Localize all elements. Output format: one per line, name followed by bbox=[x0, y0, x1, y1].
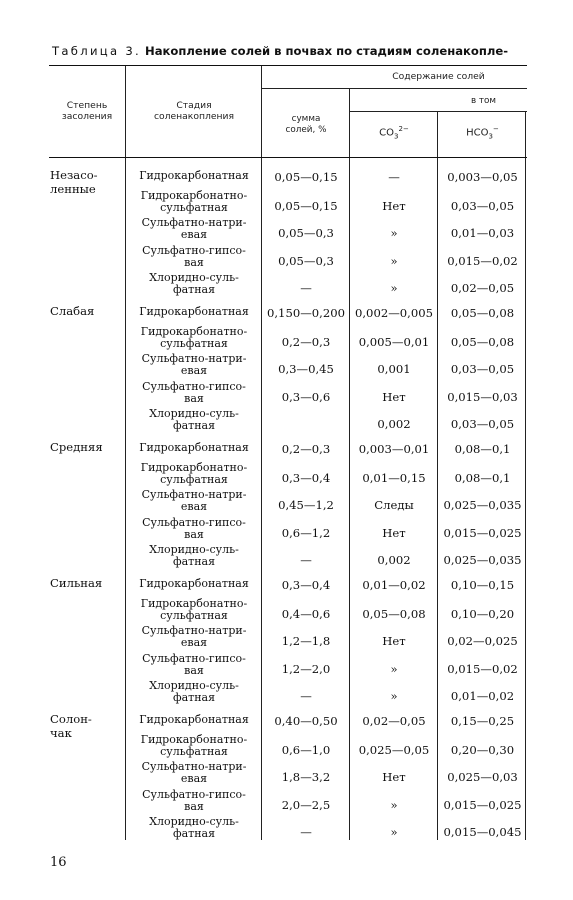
hco3-cell: 0,015—0,02 bbox=[447, 253, 518, 268]
stage-line: фатная bbox=[172, 282, 216, 296]
sum-cell: 1,2—1,8 bbox=[281, 634, 331, 649]
co3-cell: 0,002 bbox=[377, 552, 411, 567]
co3-cell: 0,01—0,15 bbox=[362, 471, 426, 486]
hco3-cell: 0,025—0,035 bbox=[443, 552, 522, 567]
stage-line: Гидрокарбонатная bbox=[139, 713, 249, 726]
hco3-cell: 0,01—0,03 bbox=[450, 226, 515, 241]
co3-cell: » bbox=[390, 824, 398, 839]
hco3-cell: 0,02—0,025 bbox=[447, 634, 518, 649]
table-caption: Накопление солей в почвах по стадиям соленакопле- bbox=[145, 44, 509, 58]
top-rule bbox=[49, 65, 527, 66]
header-sum-line2: солей, % bbox=[285, 125, 327, 135]
degree-label-line: Средняя bbox=[50, 440, 103, 454]
co3-cell: » bbox=[390, 226, 398, 241]
sum-cell: 0,05—0,3 bbox=[278, 253, 334, 268]
degree-label bbox=[50, 168, 116, 196]
stage-line: евая bbox=[180, 228, 208, 242]
stage-cell bbox=[126, 680, 262, 704]
co3-cell: » bbox=[390, 688, 398, 703]
co3-cell: » bbox=[390, 280, 398, 295]
stage-cell bbox=[126, 517, 262, 541]
header-sum-line1: сумма bbox=[291, 114, 321, 124]
stage-cell bbox=[126, 442, 262, 454]
co3-cell: Нет bbox=[382, 389, 406, 404]
stage-cell bbox=[126, 714, 262, 726]
hco3-cell: 0,15—0,25 bbox=[450, 714, 515, 728]
stage-line: Гидрокарбонатная bbox=[139, 577, 249, 590]
header-sum bbox=[262, 114, 350, 136]
hco3-cell: 0,01—0,02 bbox=[450, 688, 515, 703]
sum-cell: 1,2—2,0 bbox=[281, 661, 331, 676]
sum-cell: — bbox=[300, 688, 312, 703]
co3-cell: Нет bbox=[382, 525, 406, 540]
stage-line: Сульфатно-гипсо- bbox=[142, 651, 246, 665]
co3-cell: 0,01—0,02 bbox=[362, 578, 426, 592]
stage-line: вая bbox=[184, 391, 204, 405]
hco3-cell: 0,025—0,035 bbox=[443, 498, 522, 513]
stage-line: Сульфатно-натри- bbox=[141, 760, 247, 774]
stage-line: Гидрокарбонатно- bbox=[140, 325, 248, 339]
stage-line: фатная bbox=[172, 554, 216, 568]
header-co3-sup: 2− bbox=[398, 125, 409, 133]
hco3-cell: 0,015—0,025 bbox=[443, 797, 522, 812]
sum-cell: 0,3—0,6 bbox=[281, 389, 331, 404]
header-stage-line2: соленакопления bbox=[153, 111, 235, 122]
sum-cell: 0,4—0,6 bbox=[281, 607, 331, 622]
stage-cell bbox=[126, 816, 262, 840]
sum-cell: 0,6—1,2 bbox=[281, 525, 331, 540]
stage-line: евая bbox=[180, 500, 208, 514]
header-degree-line2: засоления bbox=[61, 111, 113, 122]
stage-line: Гидрокарбонатная bbox=[139, 169, 249, 182]
hco3-cell: 0,02—0,05 bbox=[450, 280, 515, 295]
stage-line: вая bbox=[184, 255, 204, 269]
sum-cell: 0,05—0,15 bbox=[274, 170, 338, 184]
stage-cell bbox=[126, 326, 262, 350]
degree-label-line: чак bbox=[50, 726, 72, 740]
co3-cell: 0,002—0,005 bbox=[355, 306, 433, 320]
hco3-cell: 0,003—0,05 bbox=[447, 170, 518, 184]
stage-line: Гидрокарбонатно- bbox=[140, 461, 248, 475]
stage-line: Сульфатно-натри- bbox=[141, 216, 247, 230]
stage-cell bbox=[126, 544, 262, 568]
hco3-cell: 0,05—0,08 bbox=[450, 306, 515, 320]
header-co3 bbox=[350, 124, 438, 142]
sum-cell: 0,40—0,50 bbox=[274, 714, 338, 728]
stage-line: евая bbox=[180, 772, 208, 786]
stage-line: Гидрокарбонатно- bbox=[140, 597, 248, 611]
sum-cell: — bbox=[300, 280, 312, 295]
stage-line: Сульфатно-натри- bbox=[141, 624, 247, 638]
stage-line: сульфатная bbox=[160, 609, 228, 623]
stage-cell bbox=[126, 625, 262, 649]
stage-line: Хлоридно-суль- bbox=[149, 406, 239, 420]
table-title bbox=[52, 44, 532, 58]
table-number: Таблица 3. bbox=[52, 44, 142, 58]
co3-cell: Нет bbox=[382, 199, 406, 214]
hco3-cell: 0,03—0,05 bbox=[450, 416, 515, 431]
stage-line: вая bbox=[184, 799, 204, 813]
sum-cell: 0,2—0,3 bbox=[281, 335, 331, 350]
co3-cell: » bbox=[390, 253, 398, 268]
stage-cell bbox=[126, 353, 262, 377]
header-hco3-sup: − bbox=[492, 125, 499, 133]
sum-cell: 0,05—0,15 bbox=[274, 199, 338, 214]
stage-cell bbox=[126, 734, 262, 758]
co3-cell: 0,025—0,05 bbox=[358, 743, 430, 758]
hco3-cell: 0,025—0,03 bbox=[447, 770, 518, 785]
sum-cell: 2,0—2,5 bbox=[281, 797, 331, 812]
stage-cell bbox=[126, 190, 262, 214]
sum-cell: 0,05—0,3 bbox=[278, 226, 334, 241]
hco3-cell: 0,08—0,1 bbox=[454, 471, 511, 486]
co3-cell: 0,002 bbox=[377, 416, 411, 431]
stage-cell bbox=[126, 761, 262, 785]
stage-line: Сульфатно-гипсо- bbox=[142, 243, 246, 257]
stage-line: Гидрокарбонатная bbox=[139, 305, 249, 318]
hco3-cell: 0,05—0,08 bbox=[450, 335, 515, 350]
stage-line: Хлоридно-суль- bbox=[149, 814, 239, 828]
header-bottom-rule bbox=[49, 157, 527, 158]
stage-cell bbox=[126, 462, 262, 486]
stage-cell bbox=[126, 598, 262, 622]
stage-line: Сульфатно-натри- bbox=[141, 352, 247, 366]
co3-cell: 0,05—0,08 bbox=[362, 607, 426, 622]
degree-label bbox=[50, 576, 116, 590]
header-stage-line1: Стадия bbox=[176, 100, 212, 111]
degree-label bbox=[50, 440, 116, 454]
co3-cell: 0,005—0,01 bbox=[358, 335, 430, 350]
stage-line: евая bbox=[180, 364, 208, 378]
degree-label bbox=[50, 304, 116, 318]
co3-cell: 0,001 bbox=[377, 362, 411, 377]
header-degree bbox=[50, 100, 124, 122]
sum-cell: 0,3—0,4 bbox=[281, 578, 331, 592]
stage-line: Сульфатно-гипсо- bbox=[142, 787, 246, 801]
co3-cell: » bbox=[390, 661, 398, 676]
stage-line: Сульфатно-гипсо- bbox=[142, 379, 246, 393]
degree-label-line: Незасо- bbox=[50, 168, 98, 182]
stage-line: вая bbox=[184, 527, 204, 541]
stage-cell bbox=[126, 306, 262, 318]
header-degree-line1: Степень bbox=[66, 100, 108, 111]
sum-cell: 0,150—0,200 bbox=[267, 306, 345, 320]
stage-line: сульфатная bbox=[160, 745, 228, 759]
stage-cell bbox=[126, 170, 262, 182]
stage-line: Хлоридно-суль- bbox=[149, 678, 239, 692]
stage-line: фатная bbox=[172, 690, 216, 704]
stage-line: Хлоридно-суль- bbox=[149, 542, 239, 556]
hco3-cell: 0,10—0,20 bbox=[450, 607, 515, 622]
header-co3-base: CO bbox=[379, 127, 395, 139]
header-divider-including bbox=[350, 111, 527, 112]
degree-label-line: Сильная bbox=[50, 576, 103, 590]
co3-cell: Следы bbox=[374, 498, 414, 513]
co3-cell: 0,02—0,05 bbox=[362, 714, 426, 728]
stage-cell bbox=[126, 578, 262, 590]
stage-cell bbox=[126, 217, 262, 241]
header-including: в том bbox=[470, 96, 497, 106]
hco3-cell: 0,015—0,03 bbox=[447, 389, 518, 404]
stage-line: фатная bbox=[172, 418, 216, 432]
stage-cell bbox=[126, 408, 262, 432]
stage-line: сульфатная bbox=[160, 473, 228, 487]
header-co3-sub: 3 bbox=[394, 132, 399, 141]
stage-line: Хлоридно-суль- bbox=[149, 270, 239, 284]
hco3-cell: 0,20—0,30 bbox=[450, 743, 515, 758]
stage-line: Гидрокарбонатная bbox=[139, 441, 249, 454]
degree-label-line: ленные bbox=[50, 182, 96, 196]
stage-line: сульфатная bbox=[160, 201, 228, 215]
header-hco3-base: HCO bbox=[466, 127, 489, 139]
co3-cell: » bbox=[390, 797, 398, 812]
stage-cell bbox=[126, 653, 262, 677]
hco3-cell: 0,015—0,045 bbox=[443, 824, 522, 839]
stage-cell bbox=[126, 245, 262, 269]
stage-line: Гидрокарбонатно- bbox=[140, 189, 248, 203]
hco3-cell: 0,015—0,02 bbox=[447, 661, 518, 676]
sum-cell: 0,45—1,2 bbox=[278, 498, 334, 513]
stage-cell bbox=[126, 272, 262, 296]
hco3-cell: 0,015—0,025 bbox=[443, 525, 522, 540]
header-divider-content bbox=[262, 88, 527, 89]
stage-line: Сульфатно-гипсо- bbox=[142, 515, 246, 529]
header-hco3 bbox=[438, 124, 527, 142]
sum-cell: — bbox=[300, 552, 312, 567]
co3-cell: Нет bbox=[382, 770, 406, 785]
hco3-cell: 0,08—0,1 bbox=[454, 442, 511, 456]
stage-cell bbox=[126, 489, 262, 513]
stage-line: вая bbox=[184, 663, 204, 677]
sum-cell: 0,3—0,4 bbox=[281, 471, 331, 486]
hco3-cell: 0,03—0,05 bbox=[450, 362, 515, 377]
hco3-cell: 0,03—0,05 bbox=[450, 199, 515, 214]
header-salts-content: Содержание солей bbox=[392, 71, 485, 82]
degree-label-line: Солон- bbox=[50, 712, 92, 726]
sum-cell: 1,8—3,2 bbox=[281, 770, 331, 785]
co3-cell: Нет bbox=[382, 634, 406, 649]
sum-cell: 0,6—1,0 bbox=[281, 743, 331, 758]
stage-line: фатная bbox=[172, 826, 216, 840]
stage-line: Сульфатно-натри- bbox=[141, 488, 247, 502]
header-stage bbox=[127, 100, 261, 122]
stage-cell bbox=[126, 789, 262, 813]
header-hco3-sub: 3 bbox=[488, 132, 493, 141]
degree-label bbox=[50, 712, 116, 740]
co3-cell: 0,003—0,01 bbox=[358, 442, 430, 456]
degree-label-line: Слабая bbox=[50, 304, 95, 318]
sum-cell: — bbox=[300, 824, 312, 839]
hco3-cell: 0,10—0,15 bbox=[450, 578, 515, 592]
stage-line: Гидрокарбонатно- bbox=[140, 733, 248, 747]
co3-cell: — bbox=[388, 170, 400, 184]
stage-line: евая bbox=[180, 636, 208, 650]
sum-cell: 0,2—0,3 bbox=[281, 442, 331, 456]
stage-line: сульфатная bbox=[160, 337, 228, 351]
sum-cell: 0,3—0,45 bbox=[278, 362, 334, 377]
page-number: 16 bbox=[50, 855, 67, 870]
stage-cell bbox=[126, 381, 262, 405]
